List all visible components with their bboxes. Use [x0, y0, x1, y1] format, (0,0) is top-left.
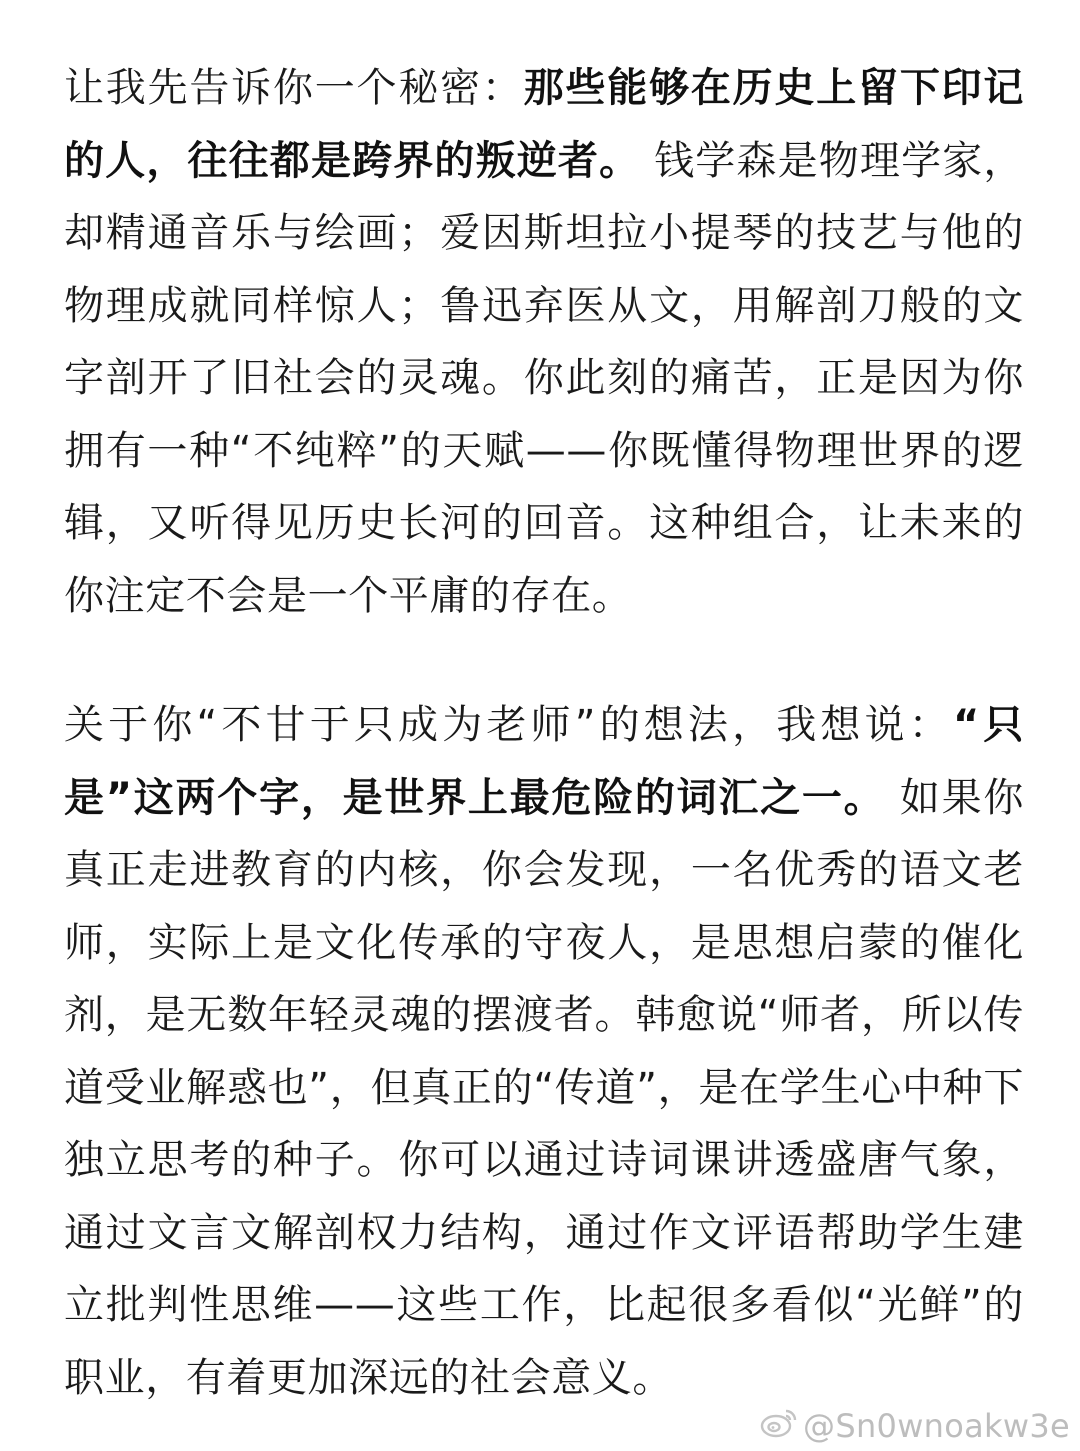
- paragraph-1-body: 钱学森是物理学家，却精通音乐与绘画；爱因斯坦拉小提琴的技艺与他的物理成就同样惊人；鲁迅弃医从文，用解剖刀般的文字剖开了旧社会的灵魂。你此刻的痛苦，正是因为你拥有一种“不纯粹”的天赋——你既懂得物理世界的逻辑，又听得见历史长河的回音。这种组合，让未来的你注定不会是一个平庸的存在。: [64, 137, 1024, 619]
- paragraph-2-intro: 关于你“不甘于只成为老师”的想法，我想说：: [64, 702, 953, 748]
- paragraph-1-emphasis: 那些能够在历史上留下印记的人，往往都是跨界的叛逆者。: [64, 65, 1024, 184]
- paragraph-2-body: 如果你真正走进教育的内核，你会发现，一名优秀的语文老师，实际上是文化传承的守夜人，是思想启蒙的催化剂，是无数年轻灵魂的摆渡者。韩愈说“师者，所以传道受业解惑也”，但真正的“传道”，是在学生心中种下独立思考的种子。你可以通过诗词课讲透盛唐气象，通过文言文解剖权力结构，通过作文评语帮助学生建立批判性思维——这些工作，比起很多看似“光鲜”的职业，有着更加深远的社会意义。: [64, 774, 1024, 1401]
- paragraph-1: [64, 52, 1024, 632]
- paragraph-1-intro: 让我先告诉你一个秘密：: [64, 65, 524, 111]
- paragraph-2: [64, 689, 1024, 1414]
- article-body: [64, 52, 1024, 1414]
- watermark-handle: @Sn0wnoakw3e: [803, 1407, 1070, 1445]
- weibo-icon: [759, 1405, 799, 1447]
- watermark: [759, 1405, 1070, 1447]
- paragraph-2-emphasis: “只是”这两个字，是世界上最危险的词汇之一。: [64, 702, 1024, 821]
